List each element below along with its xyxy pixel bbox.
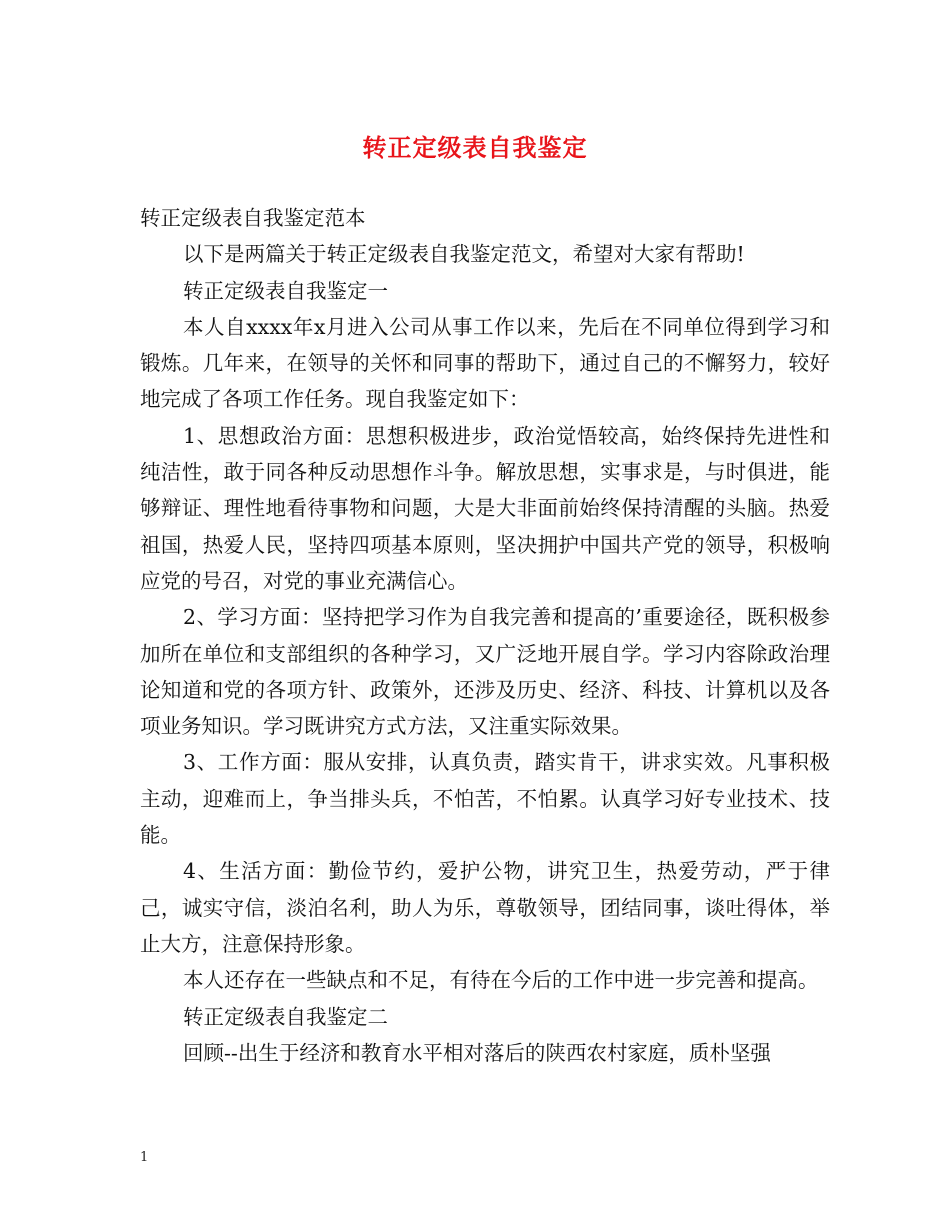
section-heading-two: 转正定级表自我鉴定二 (183, 1004, 388, 1029)
paragraph-life: 4、生活方面：勤俭节约，爱护公物，讲究卫生，热爱劳动，严于律己，诚实守信，淡泊名利，助人为乐，尊敬领导，团结同事，谈吐得体，举止大方，注意保持形象。 (140, 859, 830, 956)
document-title: 转正定级表自我鉴定 (362, 133, 588, 162)
paragraph-intro: 以下是两篇关于转正定级表自我鉴定范文，希望对大家有帮助! (183, 242, 745, 267)
paragraph-work: 3、工作方面：服从安排，认真负责，踏实肯干，讲求实效。凡事积极主动，迎难而上，争当排头兵，不怕苦，不怕累。认真学习好专业技术、技能。 (140, 750, 830, 848)
paragraph-review: 回顾--出生于经济和教育水平相对落后的陕西农村家庭，质朴坚强 (183, 1040, 771, 1065)
paragraph-opening: 本人自xxxx年x月进入公司从事工作以来，先后在不同单位得到学习和锻炼。几年来，在领导的关怀和同事的帮助下，通过自己的不懈努力，较好地完成了各项工作任务。现自我鉴定如下： (140, 314, 830, 412)
document-body (140, 200, 830, 1071)
page-number: 1 (140, 1150, 149, 1165)
paragraph-political: 1、思想政治方面：思想积极进步，政治觉悟较高，始终保持先进性和纯洁性，敢于同各种反动思想作斗争。解放思想，实事求是，与时俱进，能够辩证、理性地看待事物和问题，大是大非面前始终保持清醒的头脑。热爱祖国，热爱人民，坚持四项基本原则，坚决拥护中国共产党的领导，积极响应党的号召，对党的事业充满信心。 (140, 423, 830, 593)
paragraph-study: 2、学习方面：坚持把学习作为自我完善和提高的’重要途径，既积极参加所在单位和支部组织的各种学习，又广泛地开展自学。学习内容除政治理论知道和党的各项方针、政策外，还涉及历史、经济、科技、计算机以及各项业务知识。学习既讲究方式方法，又注重实际效果。 (140, 605, 830, 739)
paragraph-shortcomings: 本人还存在一些缺点和不足，有待在今后的工作中进一步完善和提高。 (183, 968, 819, 993)
section-heading-one: 转正定级表自我鉴定一 (183, 278, 388, 303)
paragraph-subtitle: 转正定级表自我鉴定范本 (140, 206, 366, 230)
